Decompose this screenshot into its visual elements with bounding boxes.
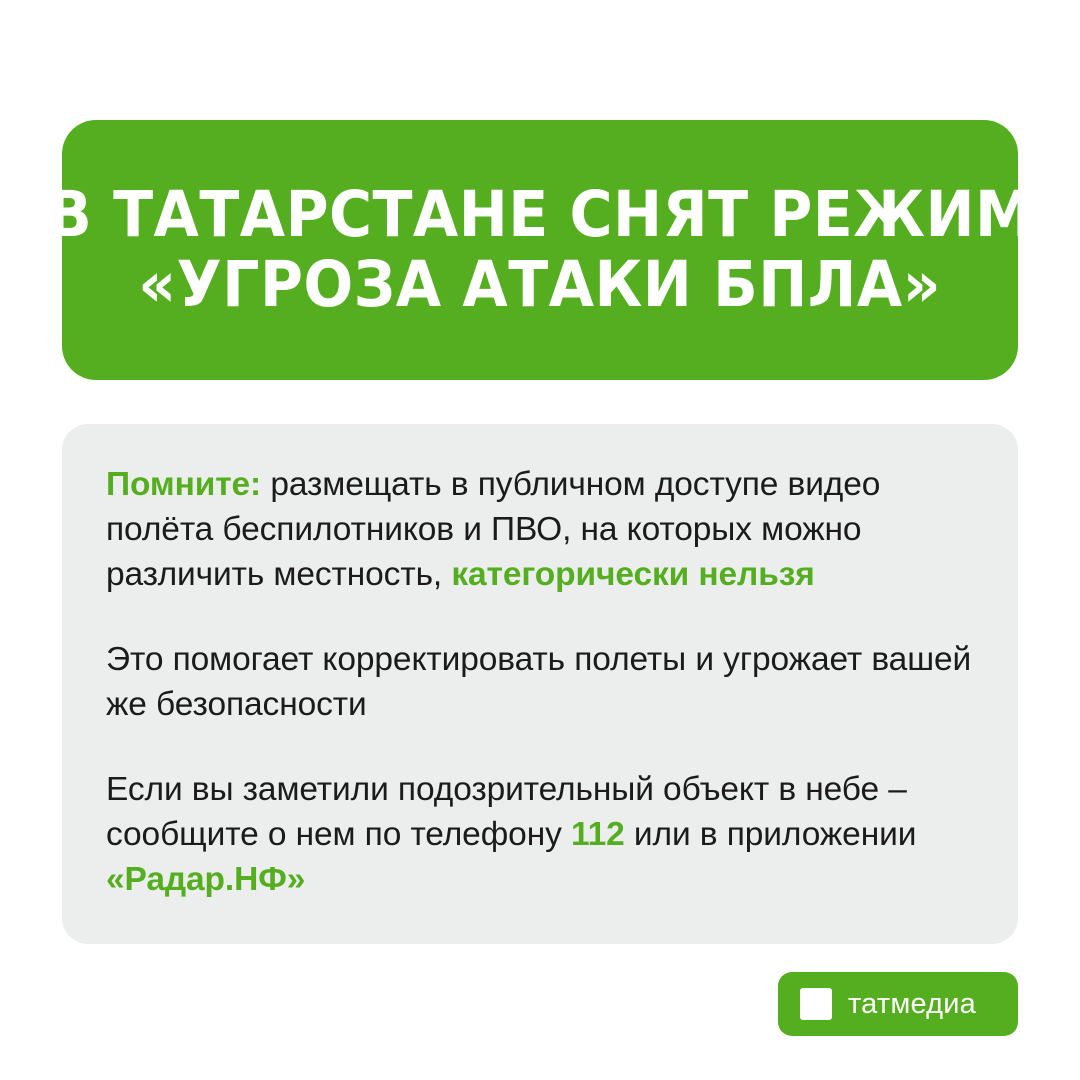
warning-text: Это помогает корректировать полеты и угрожает вашей же безопасности <box>106 641 972 723</box>
paragraph-reminder <box>106 462 974 597</box>
paragraph-warning <box>106 637 974 727</box>
report-text-2: или в приложении <box>624 816 917 853</box>
report-text-1: Если вы заметили подозрительный объект в небе – сообщите о нем по телефону <box>106 771 907 853</box>
reminder-lead: Помните: <box>106 466 262 503</box>
square-mark-icon <box>800 988 832 1020</box>
headline-line-2: «УГРОЗА АТАКИ БПЛА» <box>138 248 942 321</box>
report-app-name: «Радар.НФ» <box>106 861 306 898</box>
reminder-accent: категорически нельзя <box>451 556 815 593</box>
paragraph-report <box>106 767 974 902</box>
reminder-text: размещать в публичном доступе видео полёта беспилотников и ПВО, на которых можно различить местность, <box>106 466 881 593</box>
tatmedia-logo <box>778 972 1018 1036</box>
body-card <box>62 424 1018 944</box>
headline-line-1: В ТАТАРСТАНЕ СНЯТ РЕЖИМ <box>46 178 1034 252</box>
logo-text: татмедиа <box>848 987 977 1020</box>
headline-banner <box>46 120 1034 380</box>
report-phone: 112 <box>570 816 625 853</box>
